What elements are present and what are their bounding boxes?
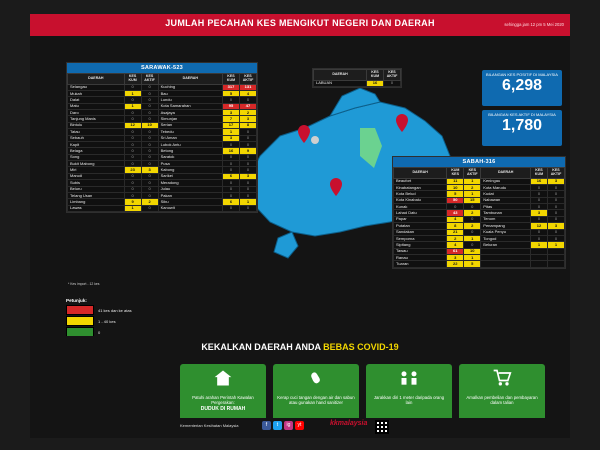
legend-label-red: 41 kes dan ke atas bbox=[98, 307, 132, 313]
cell-count: 0 bbox=[548, 204, 565, 210]
cell-count: 10 bbox=[464, 248, 481, 254]
cell-district: Julau bbox=[158, 186, 222, 192]
labuan-marker bbox=[311, 136, 319, 144]
cell-count: 0 bbox=[548, 216, 565, 222]
advice-text-3: Jarakkan diri 1 meter daripada orang lain bbox=[373, 395, 445, 406]
cell-district: Lundu bbox=[158, 97, 222, 103]
table-row bbox=[314, 80, 401, 86]
stat-active-value: 1,780 bbox=[501, 117, 543, 135]
cell-district: Saratok bbox=[158, 154, 222, 160]
cell-count: 1 bbox=[464, 235, 481, 241]
cell-district: Serian bbox=[158, 122, 222, 128]
legend-swatch-yellow bbox=[66, 316, 94, 326]
cell-count: 2 bbox=[464, 223, 481, 229]
cell-count: 0 bbox=[240, 186, 257, 192]
borneo-south-lobe bbox=[274, 232, 298, 258]
stat-active-label: BILANGAN KES AKTIF DI MALAYSIA bbox=[488, 112, 556, 117]
cell-count: 0 bbox=[141, 173, 158, 179]
brand-mark: kkmalaysia bbox=[330, 420, 368, 427]
cell-count: 1 bbox=[124, 103, 141, 109]
cell-count: 317 bbox=[223, 84, 240, 90]
cell-count: 95 bbox=[223, 103, 240, 109]
poster-frame bbox=[30, 14, 570, 438]
title-bar bbox=[30, 14, 570, 36]
cell-district: Lahad Datu bbox=[394, 210, 447, 216]
stat-positive-value: 6,298 bbox=[501, 77, 543, 95]
cell-count: 0 bbox=[141, 180, 158, 186]
cell-district: Tuaran bbox=[394, 261, 447, 267]
th-sabah-kum-2: KES KUM bbox=[531, 168, 548, 179]
map-area bbox=[30, 36, 570, 336]
cell-district: Lubok Antu bbox=[158, 141, 222, 147]
cell-count: 0 bbox=[531, 235, 548, 241]
cell-district: Song bbox=[68, 154, 125, 160]
th-labuan-aktif: KES AKTIF bbox=[384, 70, 401, 81]
youtube-icon[interactable]: yt bbox=[295, 421, 304, 430]
cell-count: 0 bbox=[124, 161, 141, 167]
cell-count: 0 bbox=[141, 103, 158, 109]
cell-count: 3 bbox=[223, 110, 240, 116]
cell-count: 0 bbox=[124, 148, 141, 154]
cell-count: 0 bbox=[223, 180, 240, 186]
cell-count: 0 bbox=[141, 205, 158, 211]
cell-count: 8 bbox=[240, 122, 257, 128]
cart-icon bbox=[492, 368, 512, 388]
cell-count: 0 bbox=[141, 141, 158, 147]
advice-cards bbox=[180, 364, 560, 426]
cell-district: Bau bbox=[158, 90, 222, 96]
slogan-white: KEKALKAN DAERAH ANDA bbox=[201, 342, 321, 352]
cell-count: 0 bbox=[141, 84, 158, 90]
stat-active bbox=[482, 110, 562, 146]
advice-card-2 bbox=[273, 364, 359, 426]
cell-count: 10 bbox=[141, 122, 158, 128]
cell-count: 0 bbox=[240, 180, 257, 186]
cell-district: Sarikei bbox=[158, 173, 222, 179]
cell-district: LABUAN bbox=[314, 80, 367, 86]
cell-district: Sebauh bbox=[68, 135, 125, 141]
slogan-yellow: BEBAS COVID-19 bbox=[323, 342, 399, 352]
cell-count: 0 bbox=[124, 84, 141, 90]
cell-count: 12 bbox=[124, 122, 141, 128]
table-row bbox=[68, 205, 257, 211]
sarawak-footnote: * Kes import - 12 kes bbox=[68, 282, 100, 286]
cell-count: 1 bbox=[464, 191, 481, 197]
cell-count: 0 bbox=[548, 197, 565, 203]
slogan bbox=[30, 342, 570, 352]
cell-count: 0 bbox=[141, 186, 158, 192]
advice-text-2: Kerap cuci tangan dengan air dan sabun atau gunakan hand sanitizer bbox=[277, 395, 355, 406]
cell-count bbox=[531, 261, 548, 267]
cell-count: 0 bbox=[531, 229, 548, 235]
cell-district: Pusa bbox=[158, 161, 222, 167]
cell-count: 2 bbox=[464, 210, 481, 216]
table-sarawak-caption: SARAWAK-523 bbox=[67, 63, 257, 73]
cell-count: 61 bbox=[447, 248, 464, 254]
th-daerah-2: DAERAH bbox=[158, 74, 222, 85]
table-sabah-caption: SABAH-316 bbox=[393, 157, 565, 167]
cell-count: 0 bbox=[531, 197, 548, 203]
cell-district: Beluran bbox=[481, 242, 531, 248]
th-sabah-kum-1: KUM KES bbox=[447, 168, 464, 179]
cell-district: Subis bbox=[68, 180, 125, 186]
cell-count: 0 bbox=[124, 192, 141, 198]
cell-count: 2 bbox=[464, 184, 481, 190]
cell-count: 43 bbox=[447, 210, 464, 216]
cell-district: Sibu bbox=[158, 199, 222, 205]
ministry-label: Kementerian Kesihatan Malaysia bbox=[180, 423, 239, 428]
cell-count: 0 bbox=[548, 184, 565, 190]
cell-count: 1 bbox=[464, 178, 481, 184]
cell-count: 0 bbox=[124, 141, 141, 147]
cell-count: 0 bbox=[548, 235, 565, 241]
home-icon bbox=[213, 368, 233, 388]
table-sabah bbox=[392, 156, 566, 269]
cell-count: 0 bbox=[124, 116, 141, 122]
cell-count: 0 bbox=[141, 161, 158, 167]
th-aktif-2: KES AKTIF bbox=[240, 74, 257, 85]
handwash-icon bbox=[306, 368, 326, 388]
table-sabah-grid bbox=[393, 167, 565, 268]
cell-district: Bintulu bbox=[68, 122, 125, 128]
cell-count: 0 bbox=[141, 154, 158, 160]
cell-district: Pakan bbox=[158, 192, 222, 198]
cell-count: 12 bbox=[531, 223, 548, 229]
cell-count: 1 bbox=[548, 242, 565, 248]
cell-count bbox=[548, 261, 565, 267]
cell-count: 22 bbox=[447, 261, 464, 267]
cell-count: 23 bbox=[124, 167, 141, 173]
cell-district: Tambunan bbox=[481, 210, 531, 216]
table-labuan-grid bbox=[313, 69, 401, 87]
cell-count: 0 bbox=[531, 204, 548, 210]
cell-count: 9 bbox=[240, 148, 257, 154]
cell-count: 0 bbox=[124, 154, 141, 160]
cell-count: 16 bbox=[531, 178, 548, 184]
cell-district: Kunak bbox=[394, 204, 447, 210]
cell-count: 0 bbox=[223, 167, 240, 173]
cell-district: Papar bbox=[394, 216, 447, 222]
cell-district: Kudat bbox=[481, 191, 531, 197]
legend-title: Petunjuk: bbox=[66, 298, 87, 303]
cell-count: 0 bbox=[531, 216, 548, 222]
cell-count: 0 bbox=[240, 154, 257, 160]
instagram-icon[interactable]: ig bbox=[284, 421, 293, 430]
th-sabah-aktif-2: KES AKTIF bbox=[548, 168, 565, 179]
cell-district: Dalat bbox=[68, 97, 125, 103]
advice-text-1-bold: DUDUK DI RUMAH bbox=[200, 405, 246, 412]
cell-count: 0 bbox=[240, 161, 257, 167]
cell-count: 0 bbox=[240, 141, 257, 147]
th-kum-2: KES KUM bbox=[223, 74, 240, 85]
cell-count: 0 bbox=[141, 110, 158, 116]
cell-district: Matu bbox=[68, 103, 125, 109]
cell-count: 0 bbox=[223, 205, 240, 211]
cell-count: 0 bbox=[447, 204, 464, 210]
cell-district: Kuala Penyu bbox=[481, 229, 531, 235]
cell-district: Betong bbox=[158, 148, 222, 154]
cell-count: 0 bbox=[124, 97, 141, 103]
cell-count: 0 bbox=[141, 116, 158, 122]
cell-district bbox=[481, 261, 531, 267]
cell-count: 0 bbox=[141, 192, 158, 198]
cell-district: Pitas bbox=[481, 204, 531, 210]
cell-count: 0 bbox=[548, 229, 565, 235]
cell-count: 10 bbox=[447, 184, 464, 190]
cell-count: 4 bbox=[240, 90, 257, 96]
cell-count: 0 bbox=[124, 173, 141, 179]
cell-count: 0 bbox=[548, 191, 565, 197]
cell-district: Sri Aman bbox=[158, 135, 222, 141]
cell-count: 0 bbox=[223, 192, 240, 198]
cell-district: Penampang bbox=[481, 223, 531, 229]
cell-district: Kota Belud bbox=[394, 191, 447, 197]
advice-card-1 bbox=[180, 364, 266, 426]
cell-count: 0 bbox=[223, 186, 240, 192]
cell-district: Kota Samarahan bbox=[158, 103, 222, 109]
cell-count: 3 bbox=[141, 167, 158, 173]
cell-count: 15 bbox=[464, 197, 481, 203]
cell-count: 1 bbox=[124, 90, 141, 96]
th-daerah-1: DAERAH bbox=[68, 74, 125, 85]
cell-district: Kuching bbox=[158, 84, 222, 90]
twitter-icon[interactable]: t bbox=[273, 421, 282, 430]
stat-positive bbox=[482, 70, 562, 106]
cell-district: Tenom bbox=[481, 216, 531, 222]
advice-card-4 bbox=[459, 364, 545, 426]
cell-district: Sandakan bbox=[394, 229, 447, 235]
stat-positive-label: BILANGAN KES POSITIF DI MALAYSIA bbox=[486, 72, 558, 77]
cell-count: 7 bbox=[223, 116, 240, 122]
cell-district: Kinabatangan bbox=[394, 184, 447, 190]
cell-district: Putatan bbox=[394, 223, 447, 229]
cell-district: Telang Usan bbox=[68, 192, 125, 198]
cell-count: 3 bbox=[548, 223, 565, 229]
footer bbox=[30, 418, 570, 438]
advice-card-3 bbox=[366, 364, 452, 426]
cell-district: Daro bbox=[68, 110, 125, 116]
cell-district: Nabawan bbox=[481, 197, 531, 203]
table-row bbox=[394, 261, 565, 267]
legend-swatch-red bbox=[66, 305, 94, 315]
cell-count: 0 bbox=[531, 191, 548, 197]
cell-count: 0 bbox=[464, 216, 481, 222]
cell-district: Kota Kinabalu bbox=[394, 197, 447, 203]
cell-count: 6 bbox=[223, 173, 240, 179]
cell-count: 0 bbox=[124, 135, 141, 141]
cell-count: 5 bbox=[223, 90, 240, 96]
cell-district: Tawau bbox=[394, 248, 447, 254]
cell-count: 0 bbox=[240, 97, 257, 103]
cell-count: 0 bbox=[141, 129, 158, 135]
cell-district: Semporna bbox=[394, 235, 447, 241]
social-links[interactable] bbox=[262, 421, 304, 430]
cell-district: Beaufort bbox=[394, 178, 447, 184]
cell-count: 17 bbox=[223, 122, 240, 128]
cell-count: 0 bbox=[384, 80, 401, 86]
cell-count: 0 bbox=[124, 129, 141, 135]
cell-count: 0 bbox=[223, 141, 240, 147]
cell-count: 0 bbox=[223, 97, 240, 103]
th-sabah-daerah-1: DAERAH bbox=[394, 168, 447, 179]
qr-code[interactable] bbox=[375, 420, 389, 434]
cell-count: 1 bbox=[240, 199, 257, 205]
cell-district: Mukah bbox=[68, 90, 125, 96]
cell-count: 11 bbox=[447, 178, 464, 184]
cell-count: 5 bbox=[464, 261, 481, 267]
table-sarawak-grid bbox=[67, 73, 257, 212]
cell-district: Meradong bbox=[158, 180, 222, 186]
cell-district: Kota Marudu bbox=[481, 184, 531, 190]
cell-count: 2 bbox=[141, 199, 158, 205]
cell-count: 0 bbox=[240, 129, 257, 135]
cell-count: 0 bbox=[141, 90, 158, 96]
cell-count: 0 bbox=[124, 186, 141, 192]
cell-count: 47 bbox=[240, 103, 257, 109]
th-aktif-1: KES AKTIF bbox=[141, 74, 158, 85]
table-labuan bbox=[312, 68, 402, 88]
cell-district: Marudi bbox=[68, 173, 125, 179]
cell-count: 0 bbox=[240, 135, 257, 141]
legend-item-red bbox=[66, 305, 150, 315]
cell-count: 1 bbox=[223, 129, 240, 135]
cell-count: 3 bbox=[240, 116, 257, 122]
cell-district: Kapit bbox=[68, 141, 125, 147]
cell-count: 0 bbox=[548, 210, 565, 216]
legend-item-yellow bbox=[66, 316, 150, 326]
th-labuan-kum: KES KUM bbox=[367, 70, 384, 81]
cell-count: 1 bbox=[464, 255, 481, 261]
cell-district: Tanjung Manis bbox=[68, 116, 125, 122]
cell-count: 1 bbox=[124, 205, 141, 211]
cell-count: 0 bbox=[124, 180, 141, 186]
cell-district: Asajaya bbox=[158, 110, 222, 116]
advice-text-1 bbox=[180, 395, 266, 412]
cell-count: 3 bbox=[447, 255, 464, 261]
facebook-icon[interactable]: f bbox=[262, 421, 271, 430]
cell-count: 0 bbox=[141, 97, 158, 103]
cell-district: Sipitang bbox=[394, 242, 447, 248]
cell-count: 4 bbox=[447, 216, 464, 222]
cell-district: Kanowit bbox=[158, 205, 222, 211]
cell-count: 4 bbox=[447, 242, 464, 248]
cell-count: 3 bbox=[223, 135, 240, 141]
cell-count: 50 bbox=[447, 197, 464, 203]
legend-label-green: 0 bbox=[98, 329, 101, 335]
cell-count: 0 bbox=[240, 167, 257, 173]
cell-count: 0 bbox=[223, 154, 240, 160]
cell-count: 3 bbox=[531, 210, 548, 216]
cell-district: Tongod bbox=[481, 235, 531, 241]
cell-count: 0 bbox=[141, 135, 158, 141]
cell-count: 1 bbox=[531, 242, 548, 248]
cell-count: 0 bbox=[240, 205, 257, 211]
cell-count: 9 bbox=[124, 199, 141, 205]
th-labuan-daerah: DAERAH bbox=[314, 70, 367, 81]
cell-count: 5 bbox=[447, 191, 464, 197]
cell-district: Lawas bbox=[68, 205, 125, 211]
cell-district: Tatau bbox=[68, 129, 125, 135]
th-kum-1: KES KUM bbox=[124, 74, 141, 85]
distance-icon bbox=[399, 368, 419, 388]
cell-count: 0 bbox=[240, 192, 257, 198]
cell-count: 2 bbox=[447, 235, 464, 241]
table-sarawak bbox=[66, 62, 258, 213]
cell-district: Limbang bbox=[68, 199, 125, 205]
cell-count: 0 bbox=[531, 184, 548, 190]
cell-count: 2 bbox=[240, 110, 257, 116]
cell-count: 0 bbox=[141, 148, 158, 154]
cell-count: 16 bbox=[223, 148, 240, 154]
legend-label-yellow: 1 - 40 kes bbox=[98, 318, 116, 324]
cell-district: Belaga bbox=[68, 148, 125, 154]
cell-district: Miri bbox=[68, 167, 125, 173]
cell-count: 21 bbox=[447, 229, 464, 235]
title-timestamp: sehingga jam 12 pm 5 Mei 2020 bbox=[504, 22, 564, 27]
cell-count: 0 bbox=[464, 229, 481, 235]
advice-text-1-body: Patuhi arahan Perintah Kawalan Pergerakan: bbox=[192, 395, 254, 406]
cell-count: 8 bbox=[447, 223, 464, 229]
cell-district: Keningau bbox=[481, 178, 531, 184]
th-sabah-daerah-2: DAERAH bbox=[481, 168, 531, 179]
cell-count: 3 bbox=[548, 178, 565, 184]
cell-district: Simunjan bbox=[158, 116, 222, 122]
cell-district: Selangau bbox=[68, 84, 125, 90]
cell-district: Tebedu bbox=[158, 129, 222, 135]
cell-count: 3 bbox=[240, 173, 257, 179]
cell-district: Ranau bbox=[394, 255, 447, 261]
th-sabah-aktif-1: KES AKTIF bbox=[464, 168, 481, 179]
cell-district: Bukit Mabong bbox=[68, 161, 125, 167]
cell-district: Beluru bbox=[68, 186, 125, 192]
advice-text-4: Amalkan pembelian dan pembayaran dalam talian bbox=[466, 395, 538, 406]
cell-count: 131 bbox=[240, 84, 257, 90]
cell-count: 0 bbox=[464, 242, 481, 248]
cell-count: 0 bbox=[223, 161, 240, 167]
cell-district: Kabong bbox=[158, 167, 222, 173]
cell-count: 0 bbox=[124, 110, 141, 116]
cell-count: 0 bbox=[464, 204, 481, 210]
cell-count: 16 bbox=[367, 80, 384, 86]
page-title: JUMLAH PECAHAN KES MENGIKUT NEGERI DAN DAERAH bbox=[165, 18, 435, 28]
cell-count: 6 bbox=[223, 199, 240, 205]
